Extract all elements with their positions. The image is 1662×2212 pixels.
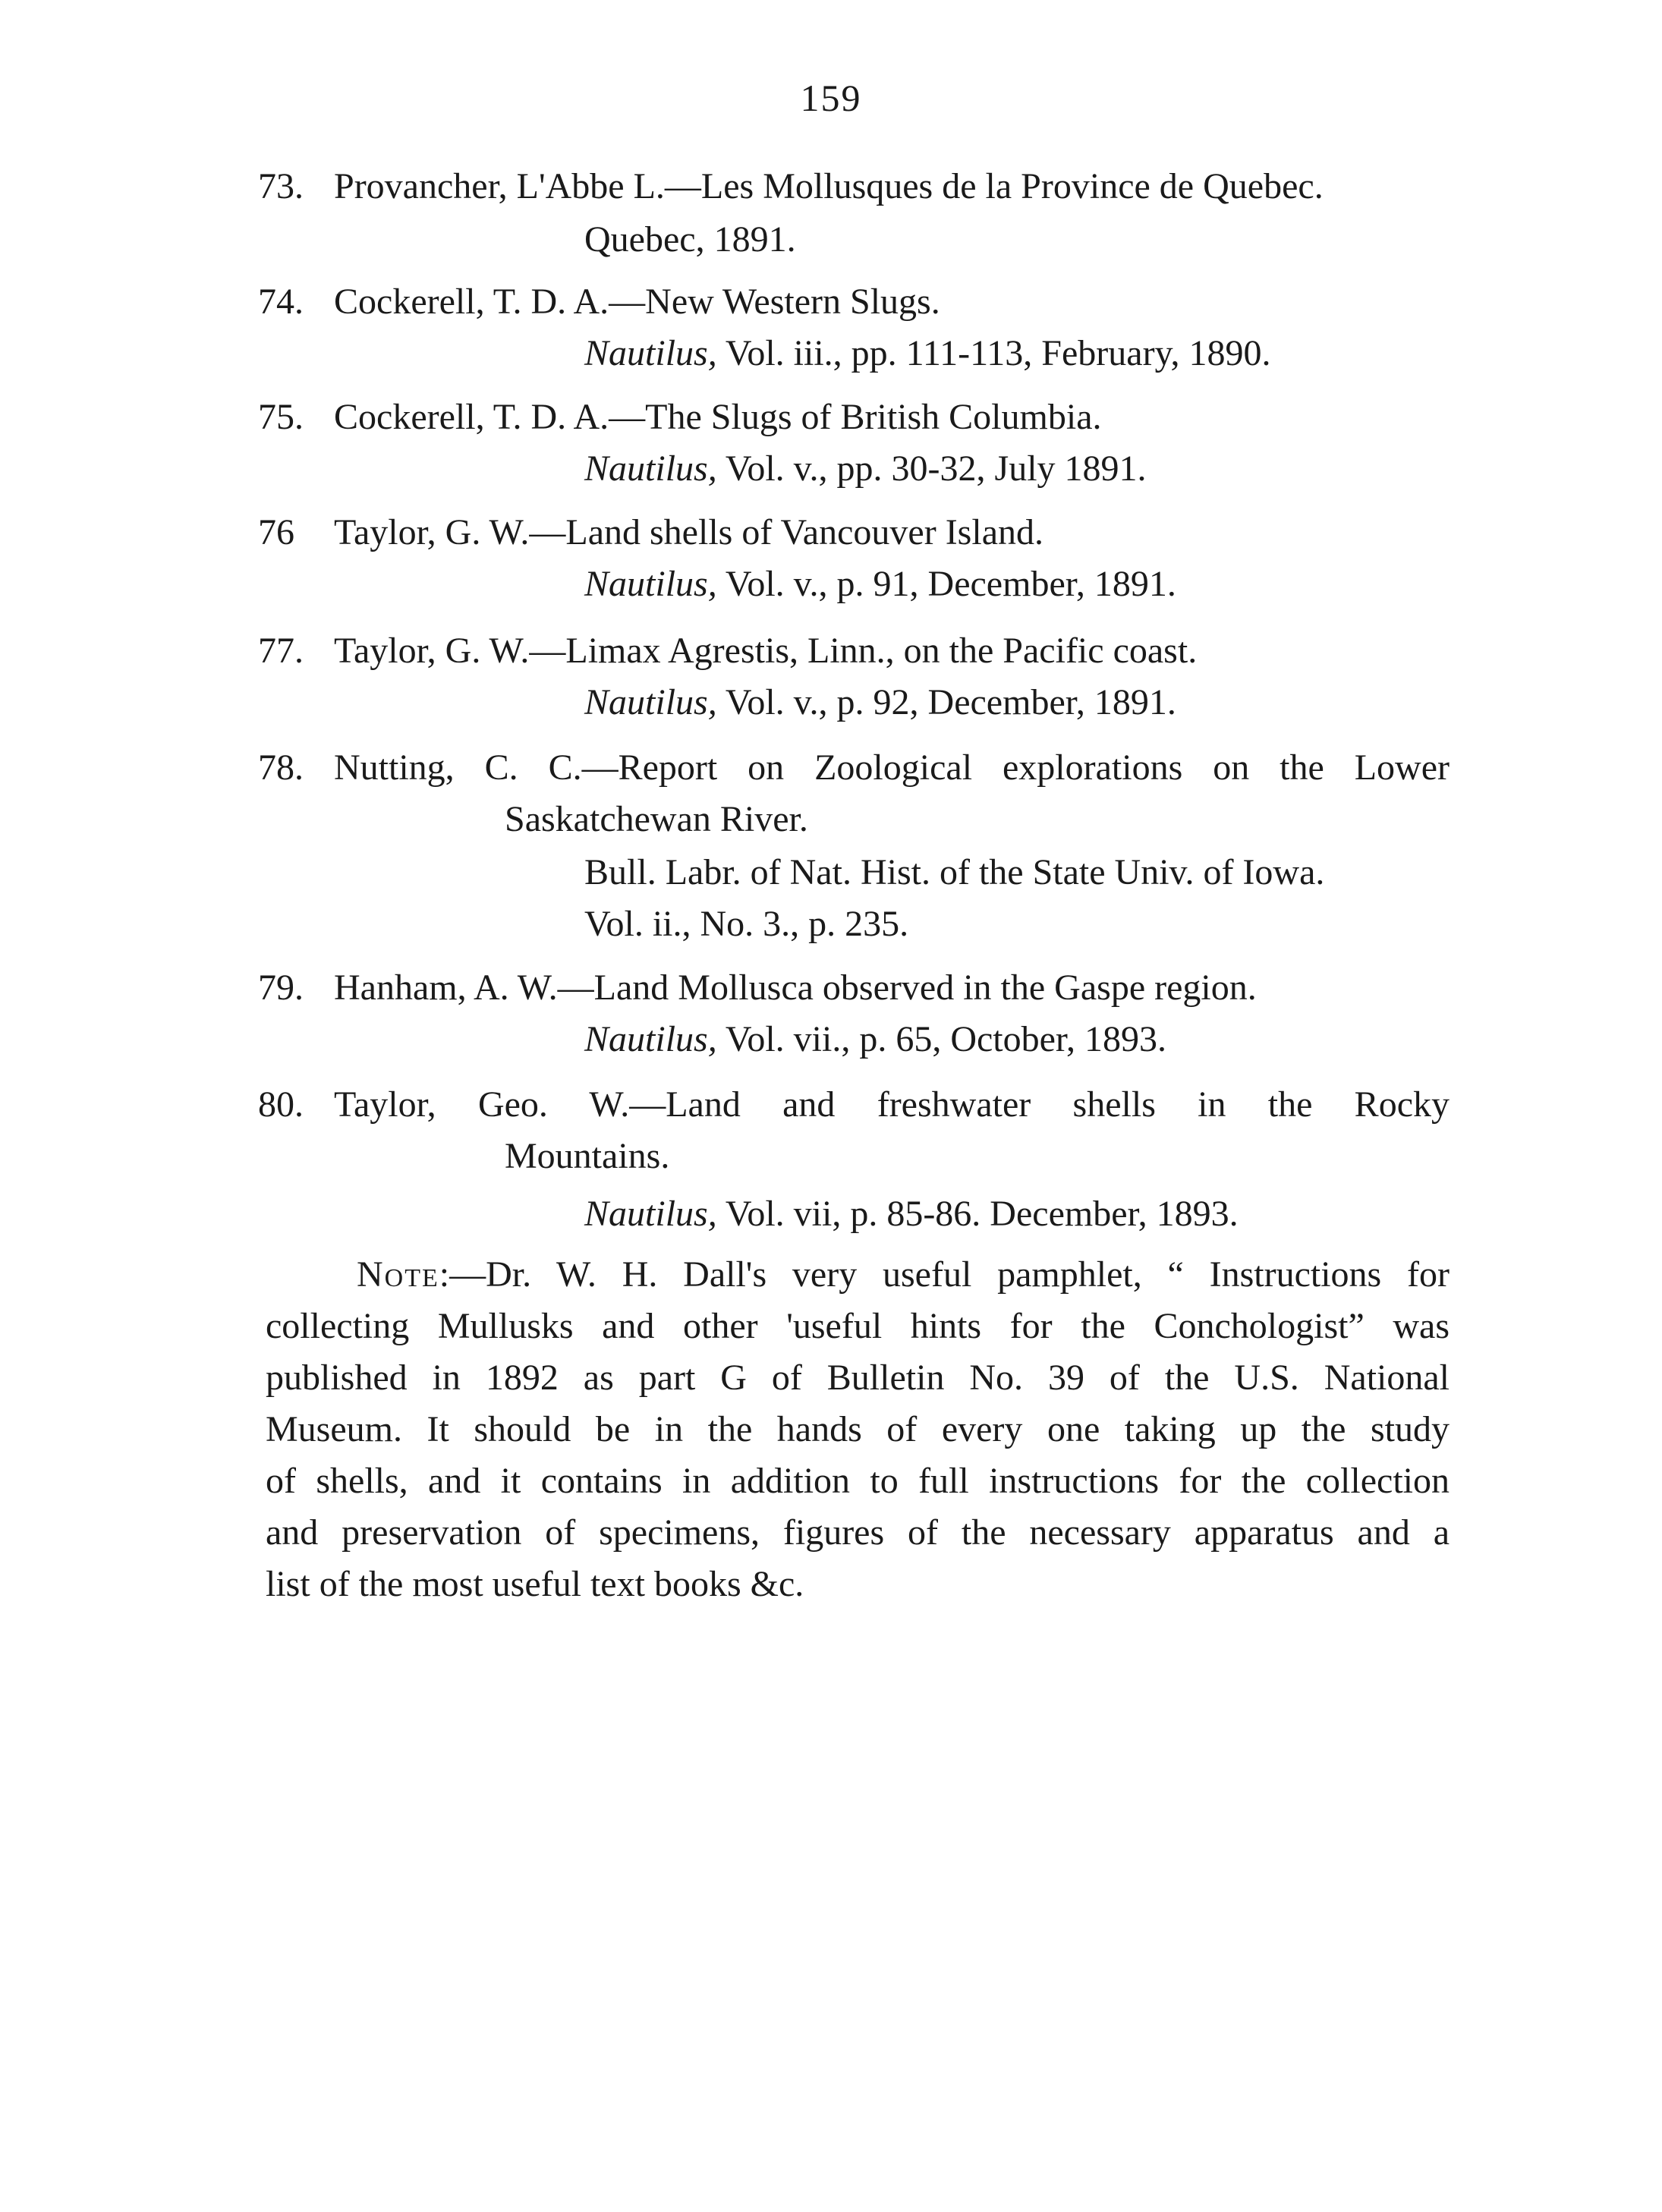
- reference-details: Vol. vii, p. 85-86. December, 1893.: [716, 1194, 1239, 1234]
- entry-reference: [584, 562, 1176, 607]
- entry-number: 78.: [258, 747, 304, 788]
- entry-number: 76: [258, 512, 294, 552]
- reference-details: Vol. vii., p. 65, October, 1893.: [716, 1019, 1166, 1059]
- note-heading: Note: [357, 1254, 439, 1295]
- journal-name: Nautilus,: [584, 333, 717, 373]
- entry-title: Cockerell, T. D. A.—New Western Slugs.: [334, 282, 940, 322]
- page-number: 159: [800, 77, 862, 119]
- reference-details: Vol. v., pp. 30-32, July 1891.: [716, 448, 1147, 489]
- entry-title-continued: Saskatchewan River.: [505, 799, 808, 839]
- journal-name: Nautilus,: [584, 564, 717, 604]
- note-text: :—Dr. W. H. Dall's very useful pamphlet, “ Instructions for: [439, 1254, 1450, 1295]
- entry-title: Taylor, G. W.—Limax Agrestis, Linn., on the Pacific coast.: [334, 631, 1198, 671]
- entry-number: 74.: [258, 282, 304, 322]
- journal-name: Nautilus,: [584, 682, 717, 722]
- entry-reference: Vol. ii., No. 3., p. 235.: [584, 904, 909, 944]
- reference-details: Vol. v., p. 91, December, 1891.: [716, 564, 1176, 604]
- note-line: list of the most useful text books &c.: [266, 1564, 804, 1604]
- journal-name: Nautilus,: [584, 1194, 717, 1234]
- reference-details: Vol. v., p. 92, December, 1891.: [716, 682, 1176, 722]
- entry-title-continued: Mountains.: [505, 1136, 670, 1176]
- entry-title: Nutting, C. C.—Report on Zoological explorations on the Lower: [334, 747, 1450, 788]
- journal-name: Nautilus,: [584, 1019, 717, 1059]
- entry-reference: Bull. Labr. of Nat. Hist. of the State Univ. of Iowa.: [584, 852, 1325, 892]
- entry-title: Cockerell, T. D. A.—The Slugs of British Columbia.: [334, 397, 1102, 437]
- entry-reference: [584, 331, 1270, 376]
- entry-number: 75.: [258, 397, 304, 437]
- reference-details: Vol. iii., pp. 111-113, February, 1890.: [716, 333, 1271, 373]
- entry-title: Provancher, L'Abbe L.—Les Mollusques de la Province de Quebec.: [334, 166, 1324, 206]
- entry-number: 80.: [258, 1084, 304, 1125]
- note-line: Museum. It should be in the hands of every one taking up the study: [266, 1409, 1450, 1449]
- entry-number: 77.: [258, 631, 304, 671]
- note-line: of shells, and it contains in addition to full instructions for the collection: [266, 1461, 1450, 1501]
- entry-number: 79.: [258, 968, 304, 1008]
- entry-reference: [584, 446, 1147, 492]
- journal-name: Nautilus,: [584, 448, 717, 489]
- note-line: published in 1892 as part G of Bulletin No. 39 of the U.S. National: [266, 1358, 1450, 1398]
- entry-title: Taylor, G. W.—Land shells of Vancouver Island.: [334, 512, 1043, 552]
- entry-reference: Quebec, 1891.: [584, 219, 796, 260]
- entry-reference: [584, 1017, 1166, 1062]
- note-line: [357, 1252, 1450, 1298]
- entry-title: Hanham, A. W.—Land Mollusca observed in the Gaspe region.: [334, 968, 1257, 1008]
- note-line: and preservation of specimens, figures of the necessary apparatus and a: [266, 1512, 1450, 1553]
- entry-reference: [584, 680, 1176, 725]
- entry-title: Taylor, Geo. W.—Land and freshwater shells in the Rocky: [334, 1084, 1450, 1125]
- entry-reference: [584, 1191, 1239, 1237]
- entry-number: 73.: [258, 166, 304, 206]
- note-line: collecting Mullusks and other 'useful hints for the Conchologist” was: [266, 1306, 1450, 1346]
